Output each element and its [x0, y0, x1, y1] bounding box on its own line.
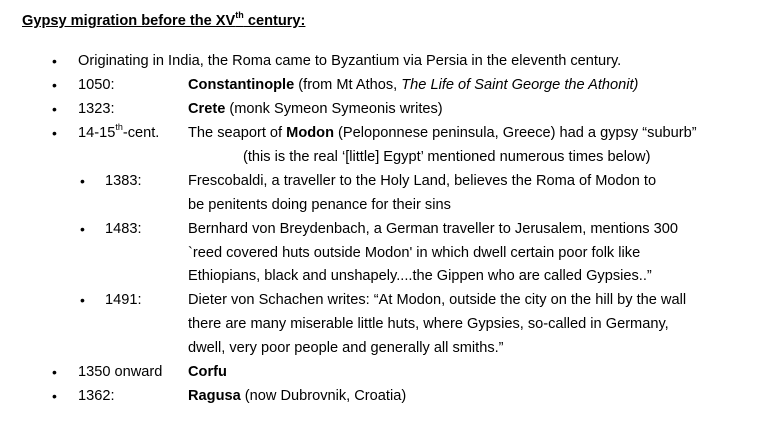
- line-text: (Peloponnese peninsula, Greece) had a gypsy “suburb”: [334, 125, 697, 141]
- place-name: Crete: [188, 101, 226, 117]
- list-item-1323: [0, 98, 759, 122]
- date-suffix: -cent.: [122, 125, 160, 141]
- entry-text: [188, 385, 748, 409]
- bullet-icon: •: [52, 101, 57, 117]
- entry-text: [188, 122, 748, 170]
- entry-text: [188, 98, 748, 122]
- place-name: Corfu: [188, 364, 227, 381]
- title-text: Gypsy migration before the XV: [22, 13, 236, 29]
- bullet-icon: •: [52, 53, 57, 69]
- bullet-icon: •: [52, 125, 57, 141]
- entry-line: Bernhard von Breydenbach, a German traveller to Jerusalem, mentions 300: [188, 220, 678, 237]
- page-title: [22, 9, 305, 33]
- entry-date: 1383:: [105, 172, 142, 189]
- entry-text: [188, 218, 748, 290]
- entry-text: [188, 361, 748, 385]
- entry-date: 1350 onward: [78, 364, 163, 381]
- entry-text: [188, 170, 748, 218]
- list-item-14-15-cent: [0, 122, 759, 170]
- place-name: Constantinople: [188, 77, 295, 93]
- migration-list: [0, 50, 759, 409]
- entry-line: Dieter von Schachen writes: “At Modon, outside the city on the hill by the wall: [188, 292, 687, 309]
- bullet-icon: •: [52, 77, 57, 93]
- entry-detail: (now Dubrovnik, Croatia): [240, 388, 407, 405]
- sub-item-1491: [0, 289, 759, 361]
- entry-detail: (from Mt Athos,: [294, 77, 402, 93]
- place-name: Ragusa: [188, 388, 241, 405]
- source-title: The Life of Saint George the Athonit): [401, 77, 639, 93]
- entry-date: 1323:: [78, 101, 115, 117]
- entry-line: dwell, very poor people and generally all smiths.”: [188, 340, 504, 357]
- sub-item-1383: [0, 170, 759, 218]
- entry-line: `reed covered huts outside Modon' in which dwell certain poor folk like: [188, 244, 641, 261]
- bullet-icon: •: [80, 220, 85, 237]
- place-name: Modon: [286, 125, 334, 141]
- entry-line: be penitents doing penance for their sins: [188, 196, 451, 213]
- entry-detail: (monk Symeon Symeonis writes): [225, 101, 443, 117]
- date-part: 14-15: [78, 125, 116, 141]
- entry-date: 1362:: [78, 388, 115, 405]
- entry-date: 1050:: [78, 77, 115, 93]
- entry-line: (this is the real ‘[little] Egypt’ mentioned numerous times below): [243, 148, 651, 165]
- list-item-1050: [0, 74, 759, 98]
- line-text: The seaport of: [188, 125, 287, 141]
- entry-text: [188, 289, 748, 361]
- list-item-1362: [0, 385, 759, 409]
- date-superscript: th: [115, 122, 123, 133]
- entry-line: Frescobaldi, a traveller to the Holy Land, believes the Roma of Modon to: [188, 172, 657, 189]
- entry-text: [188, 74, 748, 98]
- title-suffix: century:: [243, 13, 306, 29]
- bullet-icon: •: [52, 364, 57, 381]
- entry-date: [78, 122, 159, 146]
- entry-line: Ethiopians, black and unshapely....the Gippen who are called Gypsies..”: [188, 268, 652, 285]
- entry-date: 1483:: [105, 220, 142, 237]
- sub-item-1483: [0, 218, 759, 290]
- title-superscript: th: [235, 10, 244, 21]
- bullet-icon: •: [52, 388, 57, 405]
- bullet-icon: •: [80, 172, 85, 189]
- entry-line: there are many miserable little huts, where Gypsies, so-called in Germany,: [188, 316, 669, 333]
- list-item-intro: [0, 50, 759, 74]
- entry-date: 1491:: [105, 292, 142, 309]
- bullet-icon: •: [80, 292, 85, 309]
- entry-line: [188, 122, 748, 146]
- intro-text: Originating in India, the Roma came to Byzantium via Persia in the eleventh century.: [78, 53, 622, 69]
- list-item-1350: [0, 361, 759, 385]
